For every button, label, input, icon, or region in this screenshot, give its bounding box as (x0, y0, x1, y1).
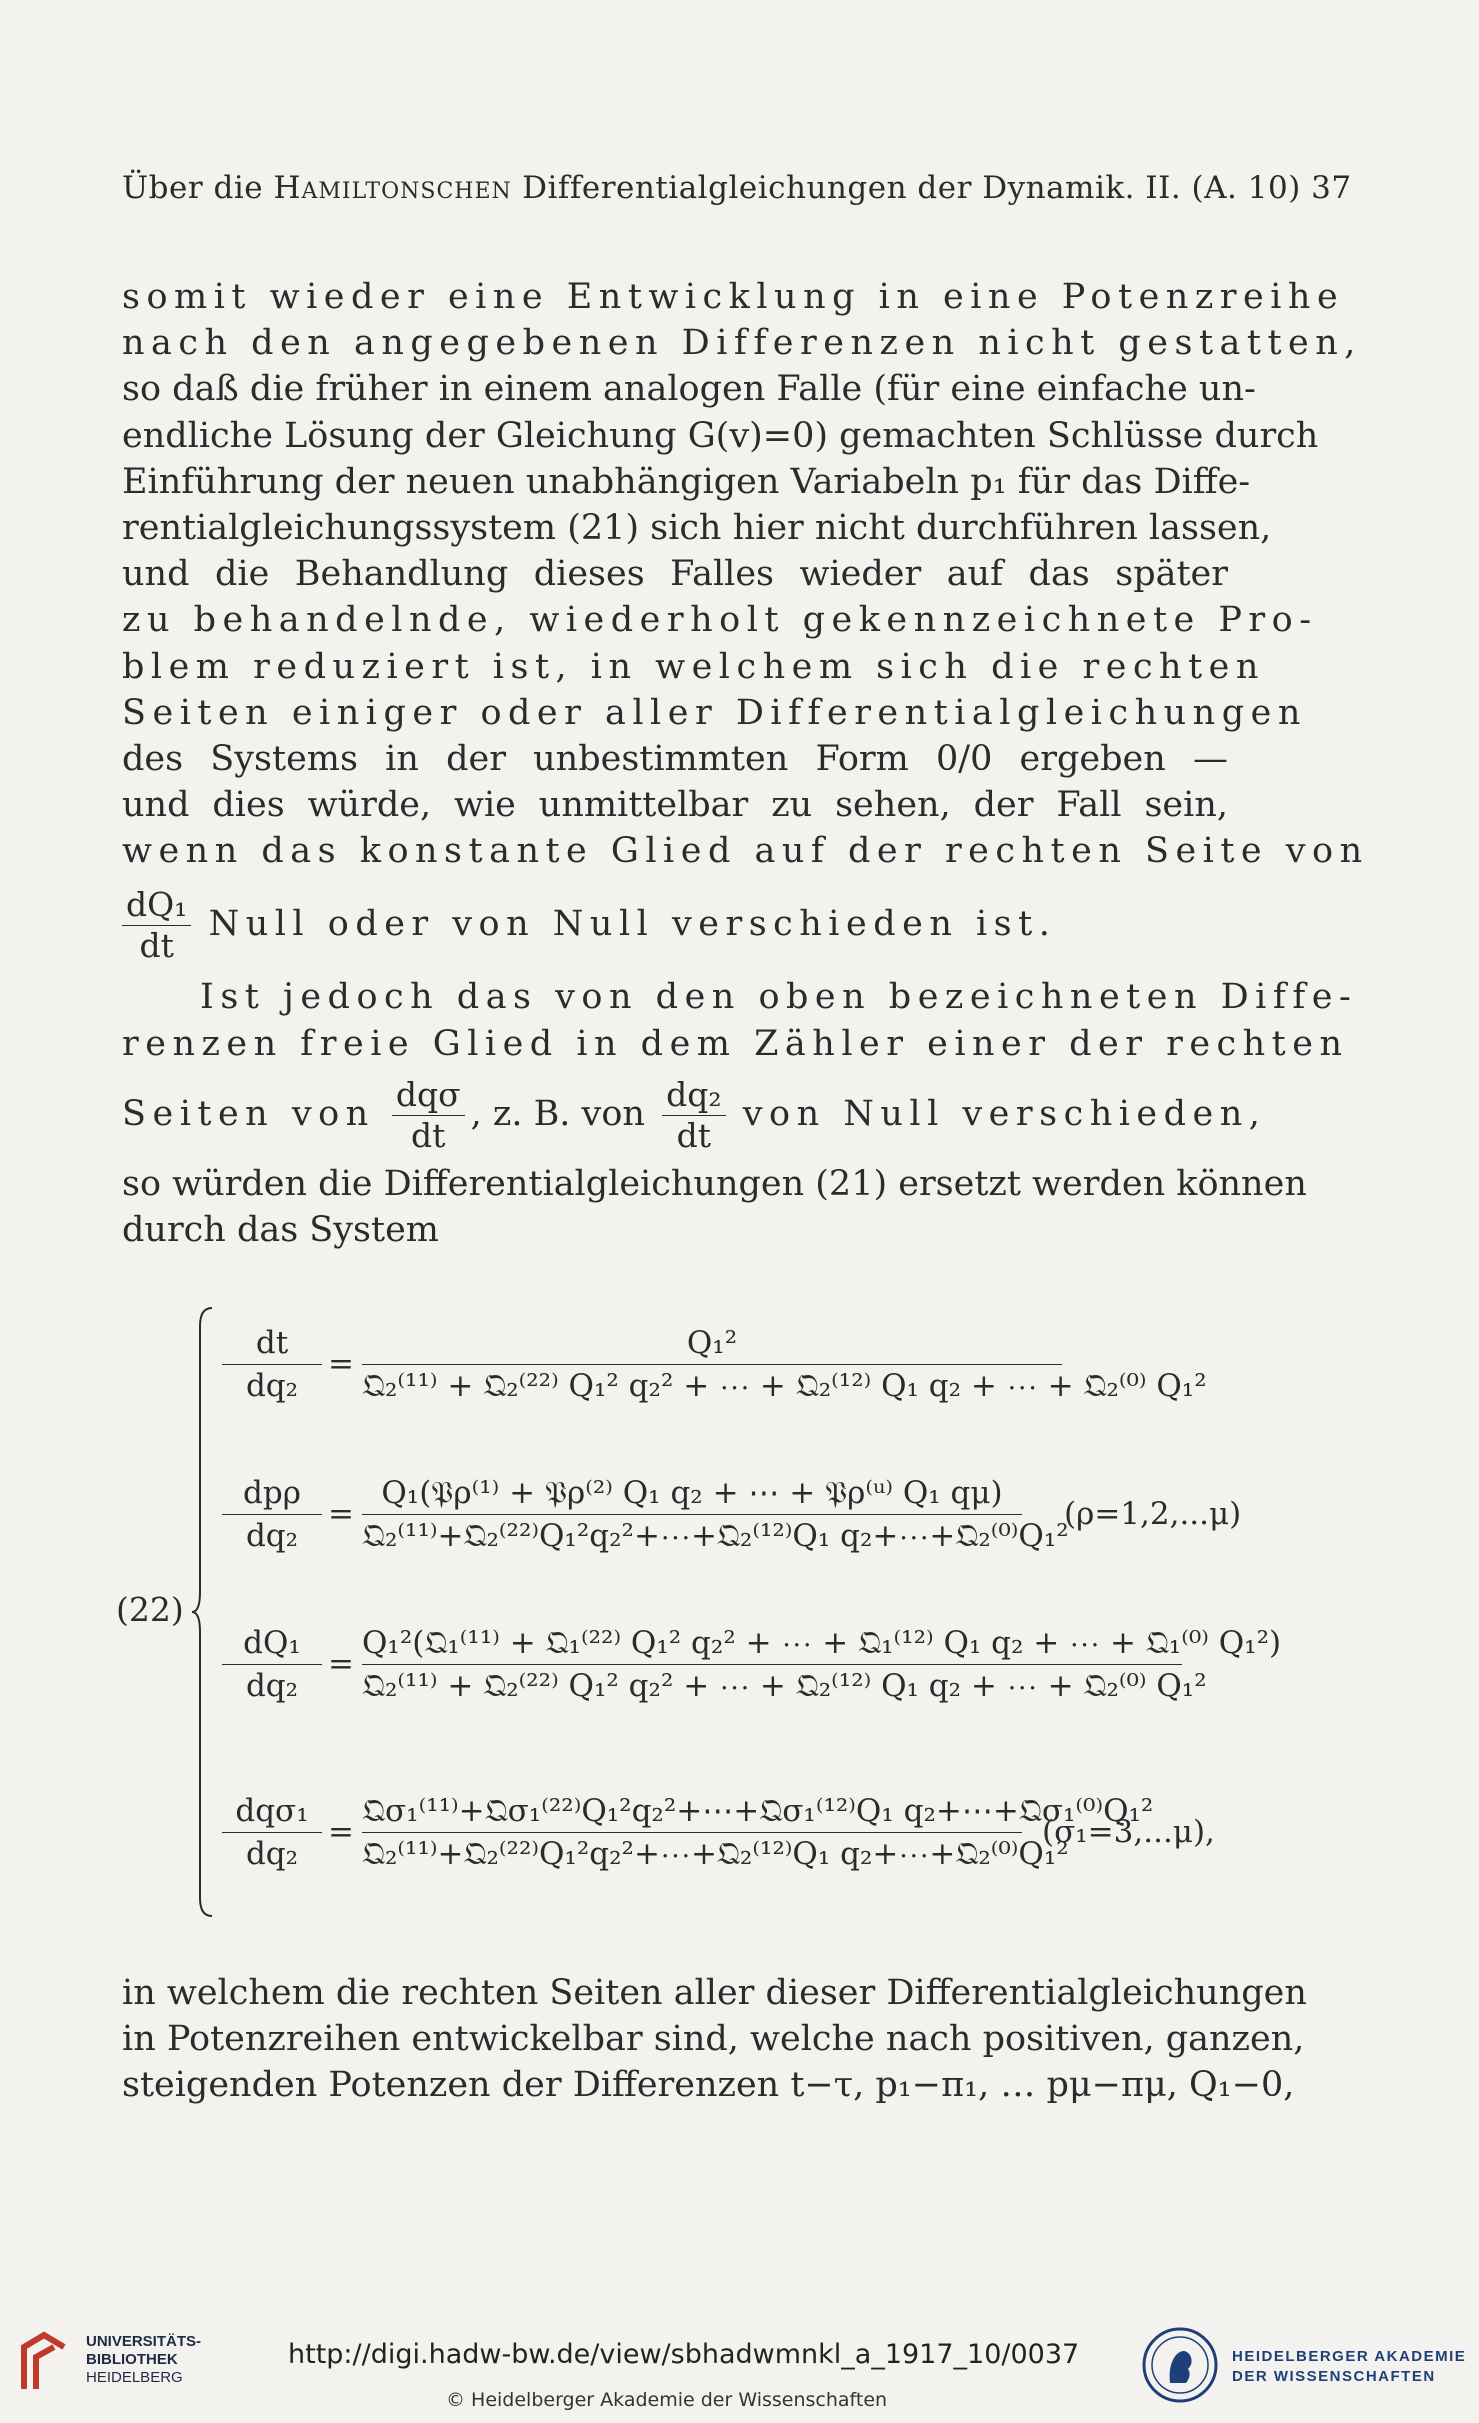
fraction-numerator: dQ₁ (126, 885, 188, 925)
equation-lhs (222, 1622, 322, 1707)
text-line: steigenden Potenzen der Differenzen t−τ, p₁−π₁, … pμ−πμ, Q₁−0, (122, 2065, 1295, 2106)
fraction-denominator: dt (122, 925, 191, 966)
text-line: und dies würde, wie unmittelbar zu sehen, der Fall sein, (122, 785, 1228, 826)
lhs-denominator: dq₂ (222, 1832, 322, 1875)
fraction-denominator: dt (392, 1115, 465, 1156)
ub-line-2: BIBLIOTHEK (86, 2351, 178, 2368)
lhs-numerator: dpρ (243, 1475, 301, 1511)
text-line: in Potenzreihen entwickelbar sind, welche nach positiven, ganzen, (122, 2019, 1305, 2060)
text-line: durch das System (122, 1210, 439, 1250)
text-line: Null oder von Null verschieden ist. (208, 904, 1057, 945)
text-line: Einführung der neuen unabhängigen Variabeln p₁ für das Diffe- (122, 461, 1251, 502)
source-url-link[interactable]: http://digi.hadw-bw.de/view/sbhadwmnkl_a_1917_10/0037 (288, 2339, 1080, 2370)
academy-line-2: DER WISSENSCHAFTEN (1232, 2368, 1436, 2385)
text-line: so daß die früher in einem analogen Falle (für eine einfache un- (122, 369, 1256, 410)
text-line: nach den angegebenen Differenzen nicht gestatten, (122, 323, 1362, 364)
condition-sigma: (σ₁=3,...μ), (1042, 1814, 1215, 1850)
fraction-dq1-dt (122, 885, 191, 966)
ub-line-1: UNIVERSITÄTS- (86, 2333, 202, 2350)
text-segment: , z. B. von (470, 1093, 645, 1134)
equals-sign: = (328, 1346, 354, 1382)
text-line: und die Behandlung dieses Falles wieder auf das später (122, 554, 1228, 595)
footer-bar (0, 2315, 1479, 2423)
rhs-numerator: Q₁² (686, 1325, 738, 1361)
text-line: wenn das konstante Glied auf der rechten Seite von (122, 831, 1369, 872)
running-header (122, 170, 1352, 206)
text-line: so würden die Differentialgleichungen (21) ersetzt werden können (122, 1163, 1307, 1204)
fraction-dq2-dt (662, 1075, 725, 1156)
text-line: des Systems in der unbestimmten Form 0/0 ergeben — (122, 738, 1228, 779)
lhs-denominator: dq₂ (222, 1514, 322, 1557)
equals-sign: = (328, 1496, 354, 1532)
lhs-numerator: dQ₁ (243, 1625, 301, 1661)
rhs-denominator: 𝔔₂⁽¹¹⁾ + 𝔔₂⁽²²⁾ Q₁² q₂² + ⋯ + 𝔔₂⁽¹²⁾ Q₁ q₂ + ⋯ + 𝔔₂⁽⁰⁾ Q₁² (362, 1364, 1062, 1407)
rhs-numerator: Q₁(𝔓ρ⁽¹⁾ + 𝔓ρ⁽²⁾ Q₁ q₂ + ⋯ + 𝔓ρ⁽ᵘ⁾ Q₁ qμ) (381, 1475, 1003, 1511)
text-line: Ist jedoch das von den oben bezeichneten Diffe- (200, 977, 1358, 1018)
equation-lhs (222, 1472, 322, 1557)
fraction-denominator: dt (662, 1115, 725, 1156)
equation-lhs (222, 1322, 322, 1407)
text-line: zu behandelnde, wiederholt gekennzeichnete Pro- (122, 600, 1318, 641)
equation-rhs (362, 1322, 1207, 1407)
equation-rhs (362, 1622, 1282, 1707)
ub-line-3: HEIDELBERG (86, 2369, 183, 2386)
academy-label (1232, 2347, 1466, 2387)
rhs-numerator: Q₁²(𝔔₁⁽¹¹⁾ + 𝔔₁⁽²²⁾ Q₁² q₂² + ⋯ + 𝔔₁⁽¹²⁾ Q₁ q₂ + ⋯ + 𝔔₁⁽⁰⁾ Q₁²) (362, 1625, 1282, 1661)
fraction-line (122, 874, 1228, 974)
text-line: in welchem die rechten Seiten aller dieser Differentialgleichungen (122, 1973, 1307, 2013)
rhs-denominator: 𝔔₂⁽¹¹⁾ + 𝔔₂⁽²²⁾ Q₁² q₂² + ⋯ + 𝔔₂⁽¹²⁾ Q₁ q₂ + ⋯ + 𝔔₂⁽⁰⁾ Q₁² (362, 1664, 1182, 1707)
equation-system (116, 1300, 1282, 1920)
closing-text (122, 1970, 1307, 2109)
academy-line-1: HEIDELBERGER AKADEMIE (1232, 2348, 1467, 2365)
text-segment: von Null verschieden, (742, 1093, 1267, 1134)
equals-sign: = (328, 1814, 354, 1850)
equation-lhs (222, 1790, 322, 1875)
fraction-numerator: dq₂ (666, 1074, 722, 1114)
condition-rho: (ρ=1,2,...μ) (1064, 1496, 1242, 1532)
text-line: Seiten einiger oder aller Differentialgleichungen (122, 692, 1307, 733)
university-library-logo-icon (14, 2329, 74, 2399)
main-text (122, 274, 1369, 1253)
equals-sign: = (328, 1646, 354, 1682)
text-line: blem reduziert ist, in welchem sich die rechten (122, 646, 1265, 687)
lhs-denominator: dq₂ (222, 1664, 322, 1707)
equation-rhs (362, 1472, 1069, 1557)
fraction-dqsigma-dt (392, 1075, 465, 1156)
rhs-denominator: 𝔔₂⁽¹¹⁾+𝔔₂⁽²²⁾Q₁²q₂²+⋯+𝔔₂⁽¹²⁾Q₁ q₂+⋯+𝔔₂⁽⁰⁾Q₁² (362, 1832, 1022, 1875)
lhs-numerator: dqσ₁ (235, 1793, 309, 1829)
header-prefix: Über die (122, 170, 274, 206)
rhs-numerator: 𝔔σ₁⁽¹¹⁾+𝔔σ₁⁽²²⁾Q₁²q₂²+⋯+𝔔σ₁⁽¹²⁾Q₁ q₂+⋯+𝔔σ₁⁽⁰⁾Q₁² (362, 1793, 1154, 1829)
text-line: rentialgleichungssystem (21) sich hier nicht durchführen lassen, (122, 507, 1272, 548)
lhs-numerator: dt (255, 1325, 289, 1361)
text-line: somit wieder eine Entwicklung in eine Potenzreihe (122, 277, 1345, 317)
copyright-notice: © Heidelberger Akademie der Wissenschaften (446, 2389, 888, 2411)
curly-brace (192, 1306, 214, 1918)
equation-number: (22) (116, 1590, 184, 1629)
rhs-denominator: 𝔔₂⁽¹¹⁾+𝔔₂⁽²²⁾Q₁²q₂²+⋯+𝔔₂⁽¹²⁾Q₁ q₂+⋯+𝔔₂⁽⁰⁾Q₁² (362, 1514, 1022, 1557)
university-library-label (86, 2333, 201, 2387)
text-line: renzen freie Glied in dem Zähler einer der rechten (122, 1023, 1349, 1064)
fraction-numerator: dqσ (395, 1074, 461, 1114)
fraction-line (122, 1067, 1267, 1161)
header-rest: Differentialgleichungen der Dynamik. II. (A. 10) 37 (511, 170, 1352, 206)
text-line: endliche Lösung der Gleichung G(v)=0) gemachten Schlüsse durch (122, 415, 1319, 456)
academy-seal-icon (1140, 2325, 1220, 2405)
header-name: Hamiltonschen (273, 170, 512, 206)
lhs-denominator: dq₂ (222, 1364, 322, 1407)
text-segment: Seiten von (122, 1093, 375, 1134)
